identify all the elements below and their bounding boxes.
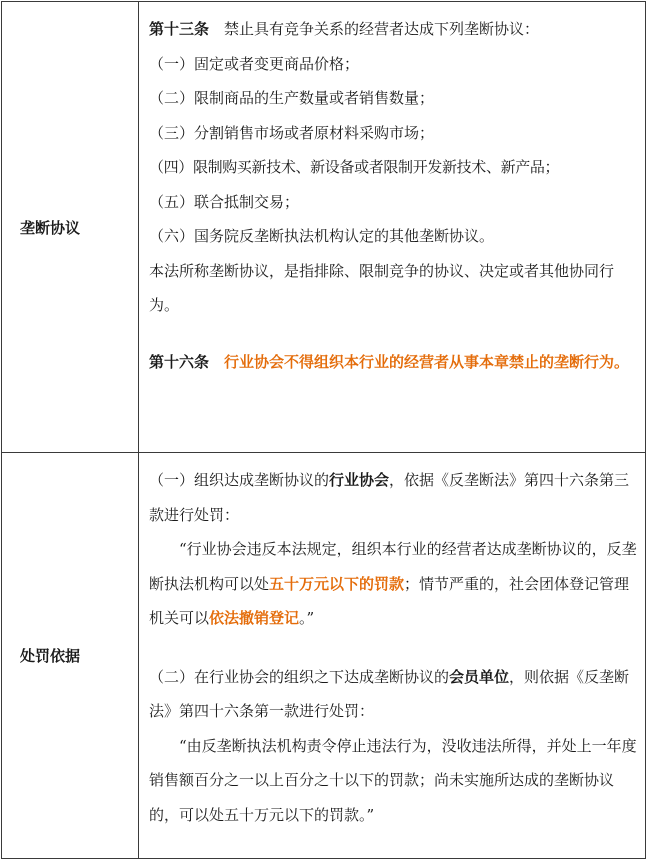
- quote-paragraph-2: “由反垄断执法机构责令停止违法行为，没收违法所得，并处上一年度销售额百分之一以上百分之十以下的罚款；尚未实施所达成的垄断协议的，可以处五十万元以下的罚款。”: [149, 736, 637, 824]
- article-13-heading: [149, 12, 639, 47]
- row-label-penalty-basis: 处罚依据: [2, 453, 139, 859]
- quote-paragraph-1: [149, 532, 639, 636]
- article-16-text: 行业协会不得组织本行业的经营者从事本章禁止的垄断行为。: [209, 352, 630, 371]
- spacer: [149, 636, 639, 660]
- list-item: （六）国务院反垄断执法机构认定的其他垄断协议。: [149, 227, 495, 245]
- law-table: [1, 1, 646, 859]
- text-run: 。”: [299, 609, 315, 627]
- emphasis-fine: 五十万元以下的罚款: [269, 574, 405, 593]
- emphasis-member-unit: 会员单位: [449, 667, 510, 686]
- list-item: （一）固定或者变更商品价格；: [149, 54, 360, 73]
- emphasis-revoke-registration: 依法撤销登记: [209, 609, 300, 627]
- text-run: ，则依据《反垄断法》第四十六条第一款进行处罚：: [149, 667, 630, 720]
- table-row-penalty-basis: [2, 453, 646, 859]
- row-content-penalty-basis: [139, 453, 646, 859]
- definition-paragraph: 本法所称垄断协议，是指排除、限制竞争的协议、决定或者其他协同行为。: [149, 261, 615, 314]
- list-item: （五）联合抵制交易；: [149, 192, 300, 211]
- article-13-title: 第十三条: [149, 20, 210, 38]
- text-run: ，依据《反垄断法》第四十六条第三款进行处罚：: [149, 471, 630, 524]
- list-item: （四）限制购买新技术、新设备或者限制开发新技术、新产品；: [149, 158, 560, 176]
- penalty-paragraph-1: [149, 463, 639, 532]
- article-16-title: 第十六条: [149, 352, 210, 371]
- spacer: [149, 323, 639, 345]
- row-label-monopoly-agreement: 垄断协议: [2, 2, 139, 453]
- table-row-monopoly-agreement: [2, 2, 646, 453]
- text-run: ；情节严重的，社会团体登记管理机关可以: [149, 574, 630, 627]
- text-run: “行业协会违反本法规定，组织本行业的经营者达成垄断协议的，反垄断执法机构可以处: [149, 540, 637, 593]
- list-item: （二）限制商品的生产数量或者销售数量；: [149, 89, 435, 107]
- article-13-text: 禁止具有竞争关系的经营者达成下列垄断协议：: [209, 20, 540, 38]
- penalty-paragraph-2: [149, 660, 639, 729]
- text-run: （二）在行业协会的组织之下达成垄断协议的: [149, 667, 450, 686]
- text-run: （一）组织达成垄断协议的: [149, 471, 330, 489]
- emphasis-industry-association: 行业协会: [329, 471, 390, 489]
- row-content-monopoly-agreement: [139, 2, 646, 453]
- list-item: （三）分割销售市场或者原材料采购市场；: [149, 123, 435, 142]
- article-16-paragraph: [149, 345, 639, 380]
